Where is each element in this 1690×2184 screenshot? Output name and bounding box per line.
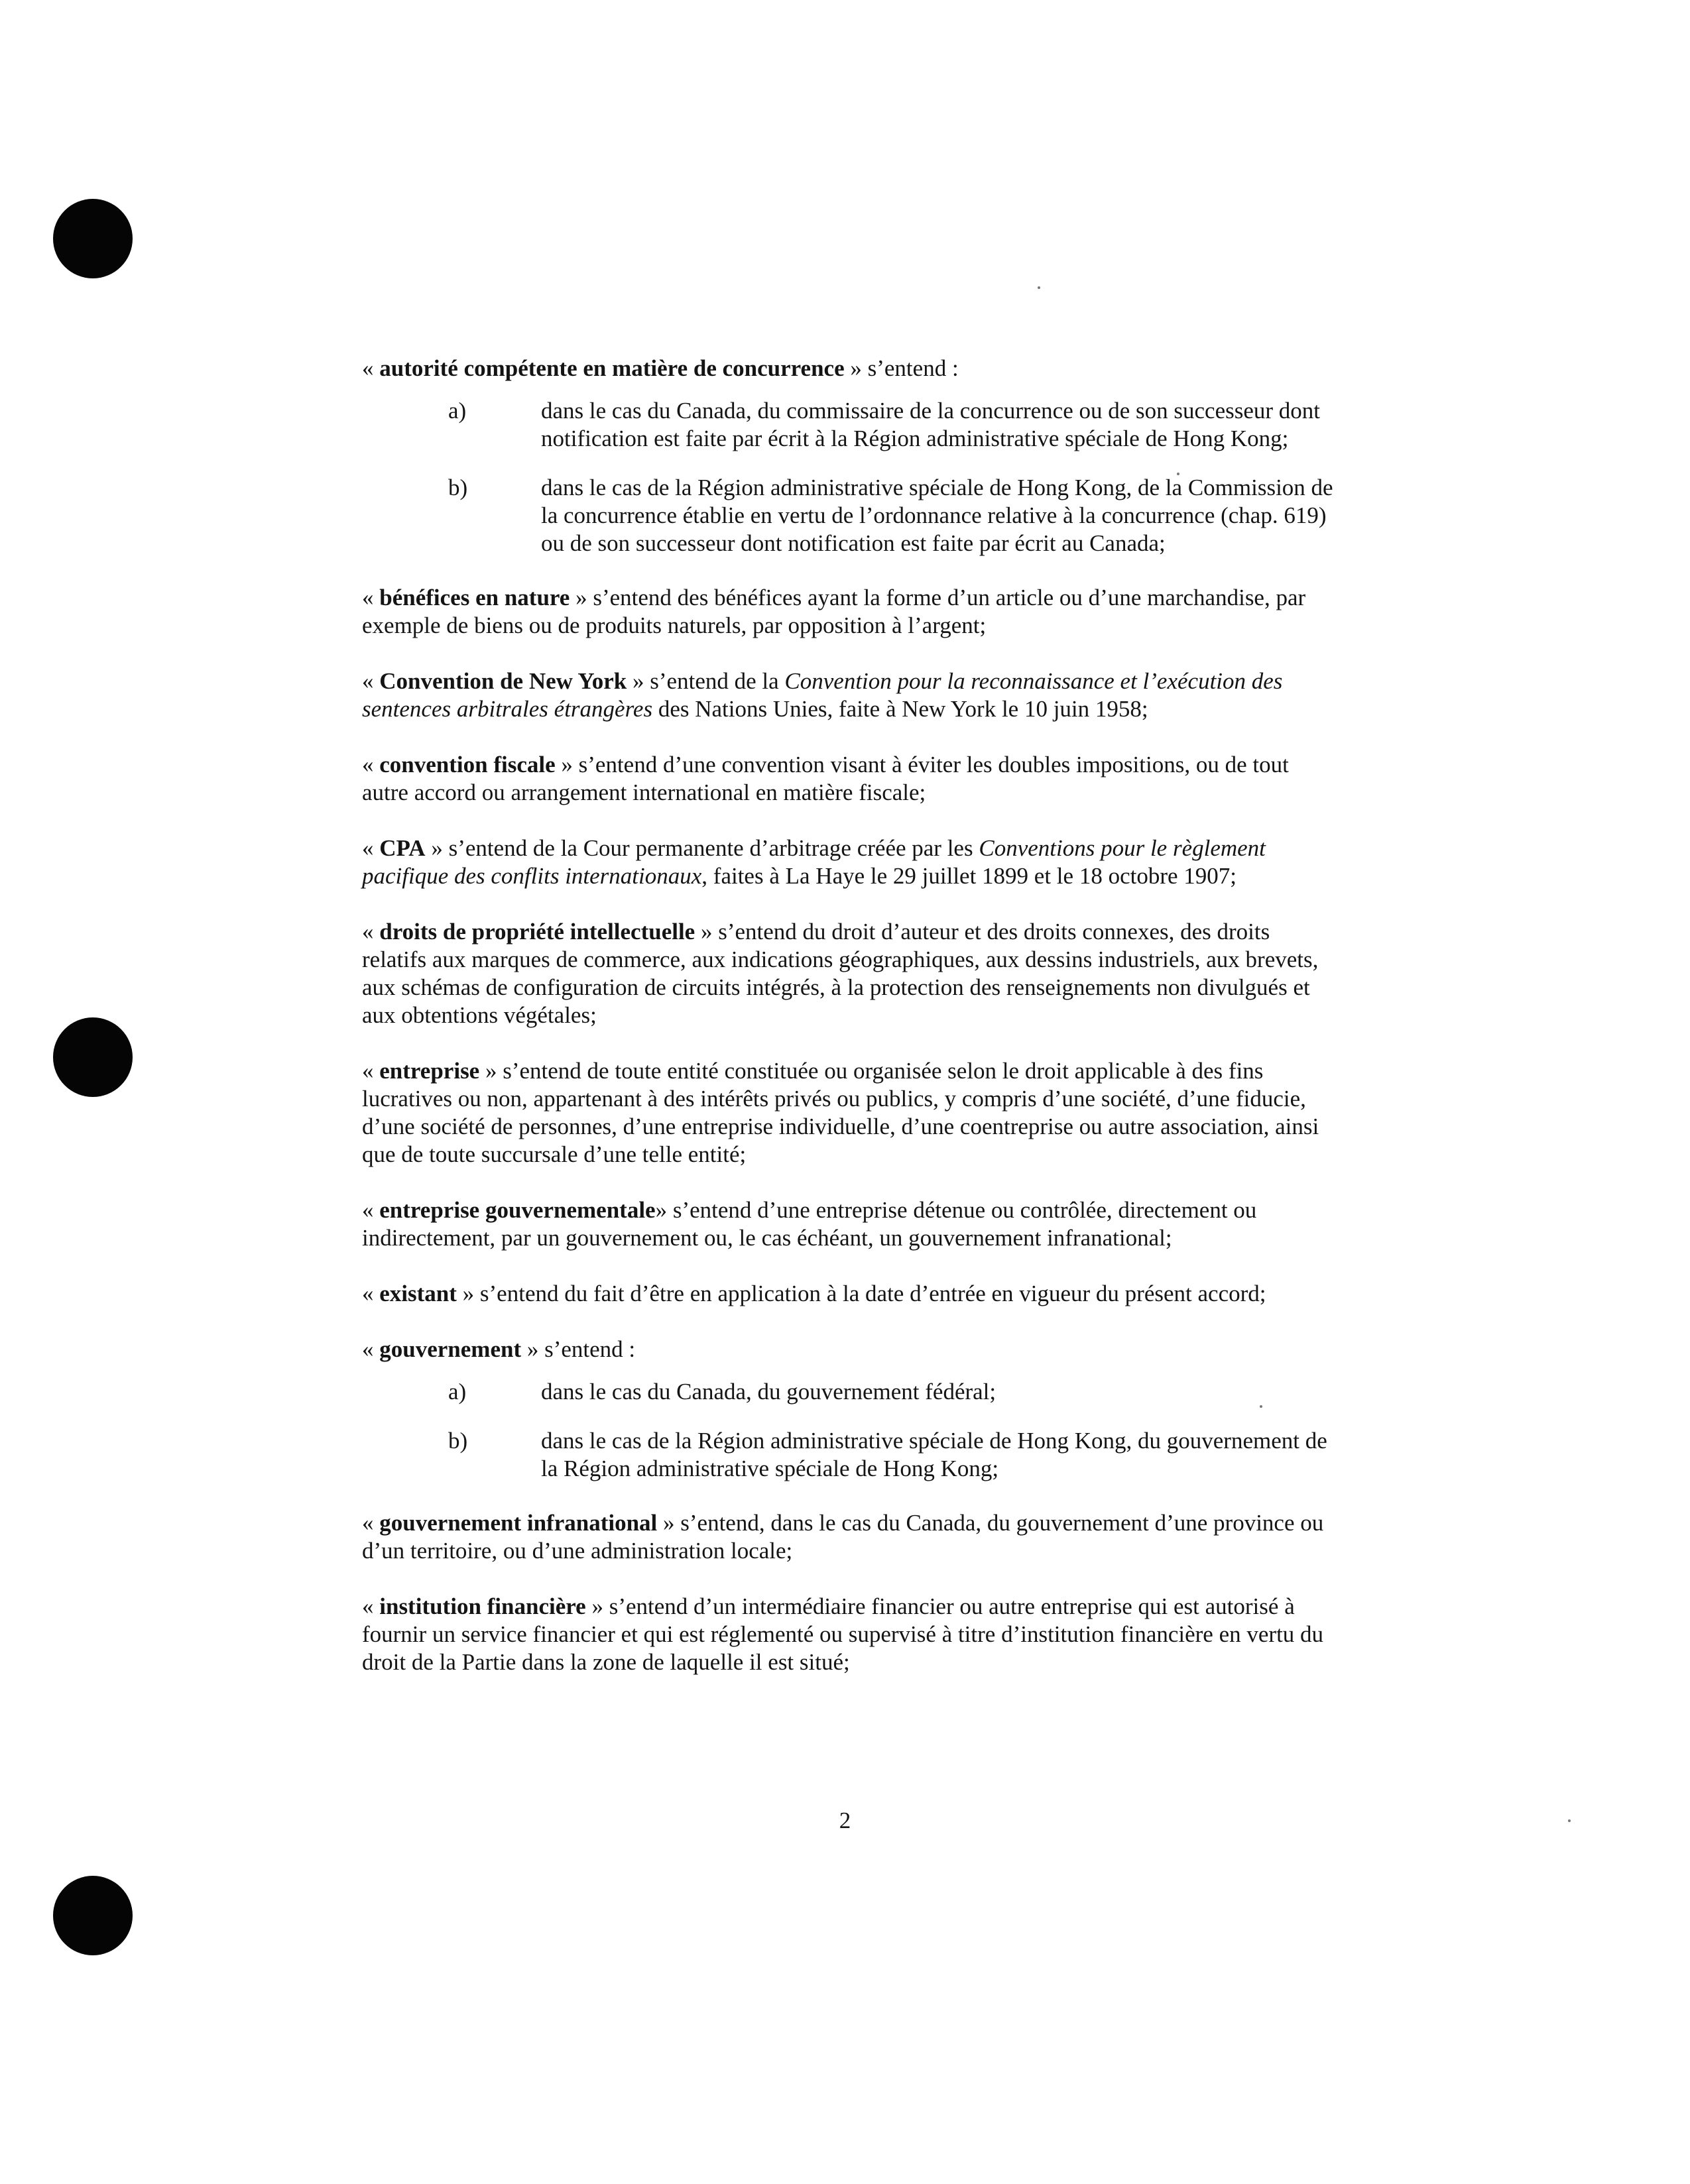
definition-term: institution financière <box>379 1593 586 1619</box>
subitem-label: a) <box>448 1379 467 1405</box>
quote-close: » <box>850 355 862 381</box>
definition-text: , faites à La Haye le 29 juillet 1899 et le 18 octobre 1907; <box>701 863 1237 889</box>
definition-cpa <box>362 834 1337 890</box>
definition-text: s’entend, dans le cas du Canada, du gouvernement d’une province ou d’un territoire, ou d’une administration locale; <box>362 1510 1324 1564</box>
quote-close: » <box>655 1197 668 1223</box>
quote-close: » <box>485 1058 497 1084</box>
quote-close: » <box>526 1336 539 1362</box>
definition-convention-new-york <box>362 667 1337 723</box>
definition-text: s’entend d’une convention visant à éviter les doubles impositions, ou de tout autre accord ou arrangement international en matière fiscale; <box>362 752 1289 805</box>
quote-open: « <box>362 835 374 861</box>
quote-open: « <box>362 1058 374 1084</box>
definition-existant <box>362 1280 1337 1308</box>
definition-entreprise-gouvernementale <box>362 1196 1337 1252</box>
definition-term: gouvernement infranational <box>379 1510 658 1536</box>
definition-subitems <box>362 397 1337 557</box>
quote-close: » <box>561 752 573 777</box>
definition-term: entreprise gouvernementale <box>379 1197 656 1223</box>
quote-open: « <box>362 1281 374 1306</box>
definition-italic-title: Convention pour la reconnaissance et l’exécution des sentences arbitrales étrangères <box>362 668 1283 722</box>
definition-text: s’entend des bénéfices ayant la forme d’un article ou d’une marchandise, par exemple de biens ou de produits naturels, par opposition à l’argent; <box>362 585 1306 638</box>
definition-term: autorité compétente en matière de concurrence <box>379 355 845 381</box>
subitem <box>362 397 1337 453</box>
definition-text: s’entend de la Cour permanente d’arbitrage créée par les <box>448 835 973 861</box>
definition-text: s’entend d’un intermédiaire financier ou autre entreprise qui est autorisé à fournir un service financier et qui est réglementé ou supervisé à titre d’institution financière en vertu du droit de la Partie dans la zone de laquelle il est situé; <box>362 1593 1324 1675</box>
definitions-list <box>362 355 1337 1704</box>
definition-text: des Nations Unies, faite à New York le 10 juin 1958; <box>658 696 1148 722</box>
subitem-text: dans le cas du Canada, du gouvernement fédéral; <box>541 1379 996 1405</box>
subitem <box>362 1378 1337 1406</box>
subitem-text: dans le cas de la Région administrative spéciale de Hong Kong, du gouvernement de la Région administrative spéciale de Hong Kong; <box>541 1428 1327 1481</box>
quote-close: » <box>575 585 587 610</box>
subitem <box>362 474 1337 557</box>
definition-term: bénéfices en nature <box>379 585 570 610</box>
definition-term: convention fiscale <box>379 752 556 777</box>
quote-open: « <box>362 1510 374 1536</box>
quote-close: » <box>591 1593 603 1619</box>
definition-autorite-concurrence <box>362 355 1337 382</box>
definition-propriete-intellectuelle <box>362 918 1337 1029</box>
definition-text: s’entend : <box>544 1336 636 1362</box>
subitem-label: b) <box>448 475 468 500</box>
definition-text: s’entend de la <box>650 668 779 694</box>
quote-open: « <box>362 668 374 694</box>
subitem <box>362 1427 1337 1483</box>
quote-close: » <box>700 919 713 945</box>
definition-gouvernement-infranational <box>362 1509 1337 1565</box>
definition-text: s’entend du fait d’être en application à la date d’entrée en vigueur du présent accord; <box>479 1281 1266 1306</box>
definition-text: s’entend du droit d’auteur et des droits connexes, des droits relatifs aux marques de commerce, aux indications géographiques, aux dessins industriels, aux brevets, aux schémas de configuration de circuits intégrés, à la protection des renseignements non divulgués et aux obtentions végétales; <box>362 919 1319 1028</box>
quote-open: « <box>362 585 374 610</box>
definition-term: CPA <box>379 835 426 861</box>
definition-convention-fiscale <box>362 751 1337 807</box>
subitem-label: a) <box>448 398 467 424</box>
punch-hole-top <box>53 199 133 278</box>
definition-subitems <box>362 1378 1337 1483</box>
quote-close: » <box>633 668 644 694</box>
definition-benefices-nature <box>362 584 1337 640</box>
punch-hole-middle <box>53 1017 133 1097</box>
quote-open: « <box>362 1336 374 1362</box>
quote-open: « <box>362 752 374 777</box>
subitem-text: dans le cas du Canada, du commissaire de la concurrence ou de son successeur dont notification est faite par écrit à la Région administrative spéciale de Hong Kong; <box>541 398 1321 451</box>
scan-speck <box>1038 286 1040 289</box>
quote-open: « <box>362 919 374 945</box>
definition-text: s’entend de toute entité constituée ou organisée selon le droit applicable à des fins lucratives ou non, appartenant à des intérêts privés ou publics, y compris d’une société, d’une fiducie, d’une société de personnes, d’une entreprise individuelle, d’une coentreprise ou autre association, ainsi que de toute succursale d’une telle entité; <box>362 1058 1319 1167</box>
definition-institution-financiere <box>362 1593 1337 1676</box>
definition-entreprise <box>362 1057 1337 1169</box>
quote-open: « <box>362 1593 374 1619</box>
definition-term: existant <box>379 1281 457 1306</box>
quote-open: « <box>362 1197 374 1223</box>
subitem-label: b) <box>448 1428 468 1454</box>
definition-text: s’entend d’une entreprise détenue ou contrôlée, directement ou indirectement, par un gouvernement ou, le cas échéant, un gouvernement infranational; <box>362 1197 1257 1251</box>
definition-italic-title: Conventions pour le règlement pacifique des conflits internationaux <box>362 835 1266 889</box>
quote-close: » <box>431 835 443 861</box>
quote-open: « <box>362 355 374 381</box>
definition-text: s’entend : <box>867 355 959 381</box>
page-number: 2 <box>839 1808 851 1833</box>
definition-gouvernement <box>362 1336 1337 1363</box>
subitem-text: dans le cas de la Région administrative spéciale de Hong Kong, de la Commission de la concurrence établie en vertu de l’ordonnance relative à la concurrence (chap. 619) ou de son successeur dont notification est faite par écrit au Canada; <box>541 475 1333 556</box>
definition-term: entreprise <box>379 1058 480 1084</box>
quote-close: » <box>663 1510 675 1536</box>
definition-term: Convention de New York <box>379 668 627 694</box>
punch-hole-bottom <box>53 1876 133 1955</box>
quote-close: » <box>462 1281 475 1306</box>
definition-term: droits de propriété intellectuelle <box>379 919 695 945</box>
definition-term: gouvernement <box>379 1336 522 1362</box>
